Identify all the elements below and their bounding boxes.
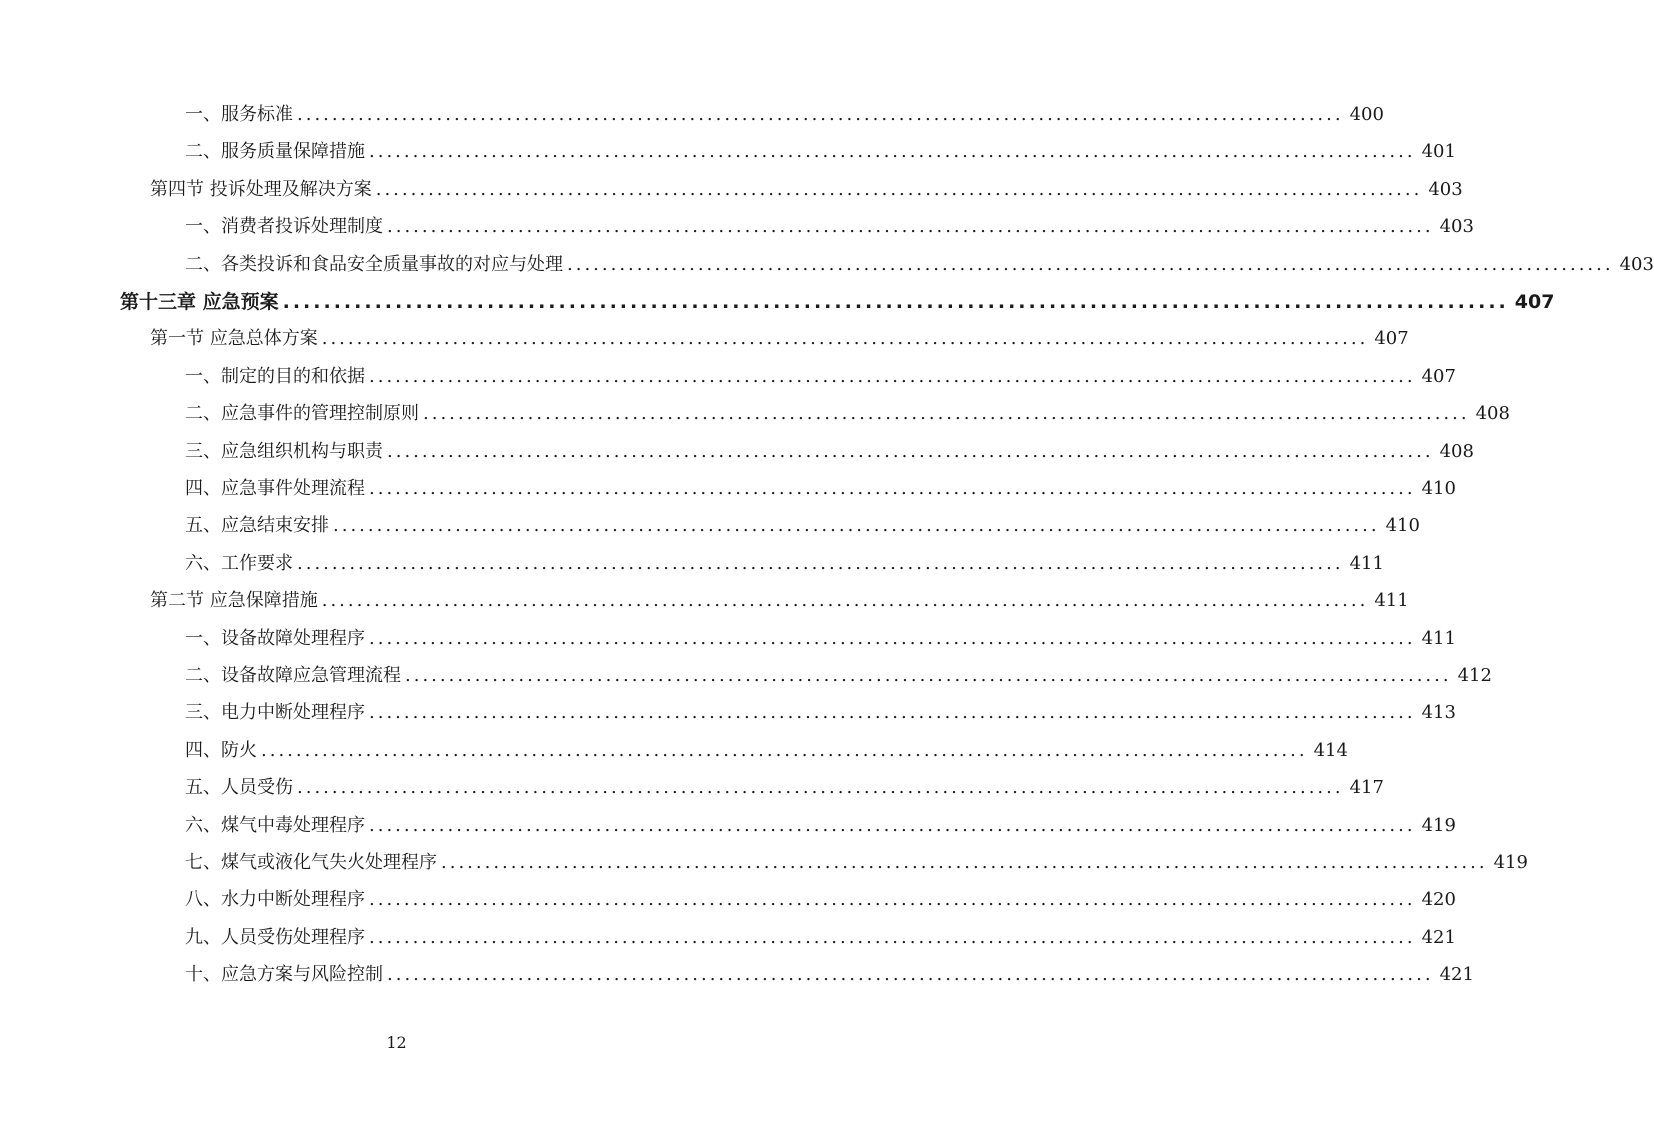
toc-entry-title: 一、服务标准	[185, 104, 293, 125]
toc-entry-page: 413	[1421, 702, 1456, 724]
toc-entry-page: 408	[1475, 403, 1510, 425]
toc-leader-dots: ........................................................................................................................	[297, 777, 1344, 799]
toc-entry-title: 二、设备故障应急管理流程	[185, 665, 401, 686]
toc-leader-dots: ........................................................................................................................	[282, 291, 1509, 313]
toc-entry-section[interactable]	[150, 586, 1409, 616]
toc-entry-title: 第一节 应急总体方案	[150, 328, 318, 350]
toc-entry-item[interactable]	[185, 474, 1456, 504]
toc-entry-page: 412	[1457, 665, 1492, 686]
toc-entry-page: 407	[1514, 291, 1555, 313]
toc-entry-page: 408	[1439, 440, 1474, 462]
toc-leader-dots: ........................................................................................................................	[261, 739, 1308, 761]
toc-entry-page: 400	[1349, 104, 1384, 125]
toc-entry-title: 第二节 应急保障措施	[150, 590, 318, 612]
toc-leader-dots: ........................................................................................................................	[369, 702, 1416, 724]
toc-entry-title: 一、设备故障处理程序	[185, 627, 365, 649]
toc-entry-item[interactable]	[185, 848, 1528, 878]
toc-entry-item[interactable]	[185, 698, 1456, 728]
toc-entry-title: 十、应急方案与风险控制	[185, 964, 383, 986]
toc-entry-title: 二、应急事件的管理控制原则	[185, 403, 419, 425]
toc-entry-title: 七、煤气或液化气失火处理程序	[185, 852, 437, 873]
toc-leader-dots: ........................................................................................................................	[369, 627, 1416, 649]
toc-entry-page: 414	[1313, 739, 1348, 761]
toc-entry-title: 五、应急结束安排	[185, 515, 329, 537]
toc-entry-title: 第四节 投诉处理及解决方案	[150, 178, 372, 200]
toc-entry-item[interactable]	[185, 250, 1654, 280]
toc-entry-page: 419	[1421, 814, 1456, 836]
toc-entry-title: 一、制定的目的和依据	[185, 365, 365, 387]
toc-entry-page: 403	[1439, 216, 1474, 238]
toc-entry-title: 一、消费者投诉处理制度	[185, 216, 383, 238]
toc-entry-title: 四、应急事件处理流程	[185, 478, 365, 499]
toc-entry-item[interactable]	[185, 362, 1456, 392]
toc-entry-item[interactable]	[185, 137, 1456, 167]
toc-leader-dots: ........................................................................................................................	[321, 590, 1369, 612]
toc-entry-page: 420	[1421, 889, 1456, 911]
toc-leader-dots: ........................................................................................................................	[375, 178, 1423, 200]
toc-entry-item[interactable]	[185, 549, 1384, 579]
toc-leader-dots: ........................................................................................................................	[405, 665, 1452, 686]
toc-entry-title: 二、各类投诉和食品安全质量事故的对应与处理	[185, 253, 563, 275]
toc-entry-item[interactable]	[185, 399, 1510, 429]
toc-leader-dots: ........................................................................................................................	[321, 328, 1369, 350]
toc-entry-title: 八、水力中断处理程序	[185, 889, 365, 911]
toc-entry-title: 第十三章 应急预案	[120, 291, 279, 313]
toc-entry-title: 六、工作要求	[185, 552, 293, 574]
toc-leader-dots: ........................................................................................................................	[297, 104, 1344, 125]
toc-leader-dots: ........................................................................................................................	[441, 852, 1488, 873]
toc-entry-title: 四、防火	[185, 739, 257, 761]
toc-entry-item[interactable]	[185, 736, 1348, 766]
toc-entry-title: 三、应急组织机构与职责	[185, 440, 383, 462]
toc-entry-item[interactable]	[185, 624, 1456, 654]
toc-entry-page: 411	[1374, 590, 1409, 612]
toc-leader-dots: ........................................................................................................................	[297, 552, 1344, 574]
toc-entry-title: 五、人员受伤	[185, 777, 293, 799]
toc-leader-dots: ........................................................................................................................	[369, 926, 1416, 948]
toc-entry-title: 九、人员受伤处理程序	[185, 926, 365, 948]
toc-entry-page: 403	[1428, 178, 1463, 200]
toc-entry-title: 二、服务质量保障措施	[185, 141, 365, 163]
toc-leader-dots: ........................................................................................................................	[387, 216, 1434, 238]
toc-entry-chapter[interactable]	[120, 287, 1555, 317]
toc-leader-dots: ........................................................................................................................	[369, 365, 1416, 387]
page-number: 12	[386, 1033, 407, 1052]
toc-entry-item[interactable]	[185, 212, 1474, 242]
toc-entry-page: 417	[1349, 777, 1384, 799]
toc-entry-page: 407	[1421, 365, 1456, 387]
toc-entry-item[interactable]	[185, 437, 1474, 467]
toc-entry-section[interactable]	[150, 175, 1463, 205]
toc-entry-item[interactable]	[185, 100, 1384, 130]
toc-leader-dots: ........................................................................................................................	[369, 141, 1416, 163]
toc-entry-page: 421	[1439, 964, 1474, 986]
toc-entry-page: 410	[1385, 515, 1420, 537]
toc-leader-dots: ........................................................................................................................	[387, 440, 1434, 462]
toc-entry-title: 六、煤气中毒处理程序	[185, 814, 365, 836]
toc-entry-page: 411	[1349, 552, 1384, 574]
toc-entry-item[interactable]	[185, 811, 1456, 841]
toc-leader-dots: ........................................................................................................................	[369, 889, 1416, 911]
toc-entry-item[interactable]	[185, 661, 1492, 691]
toc-entry-page: 421	[1421, 926, 1456, 948]
toc-entry-item[interactable]	[185, 923, 1456, 953]
toc-entry-section[interactable]	[150, 324, 1409, 354]
toc-entry-item[interactable]	[185, 511, 1420, 541]
toc-entry-page: 401	[1421, 141, 1456, 163]
toc-leader-dots: ........................................................................................................................	[333, 515, 1380, 537]
toc-entry-page: 403	[1619, 253, 1654, 275]
toc-entry-page: 410	[1421, 478, 1456, 499]
toc-leader-dots: ........................................................................................................................	[567, 253, 1614, 275]
toc-entry-item[interactable]	[185, 885, 1456, 915]
toc-entry-page: 407	[1374, 328, 1409, 350]
toc-leader-dots: ........................................................................................................................	[423, 403, 1470, 425]
toc-entry-page: 419	[1493, 852, 1528, 873]
toc-leader-dots: ........................................................................................................................	[369, 814, 1416, 836]
toc-entry-page: 411	[1421, 627, 1456, 649]
toc-entry-item[interactable]	[185, 960, 1474, 990]
toc-entry-title: 三、电力中断处理程序	[185, 702, 365, 724]
toc-leader-dots: ........................................................................................................................	[369, 478, 1416, 499]
toc-entry-item[interactable]	[185, 773, 1384, 803]
toc-leader-dots: ........................................................................................................................	[387, 964, 1434, 986]
